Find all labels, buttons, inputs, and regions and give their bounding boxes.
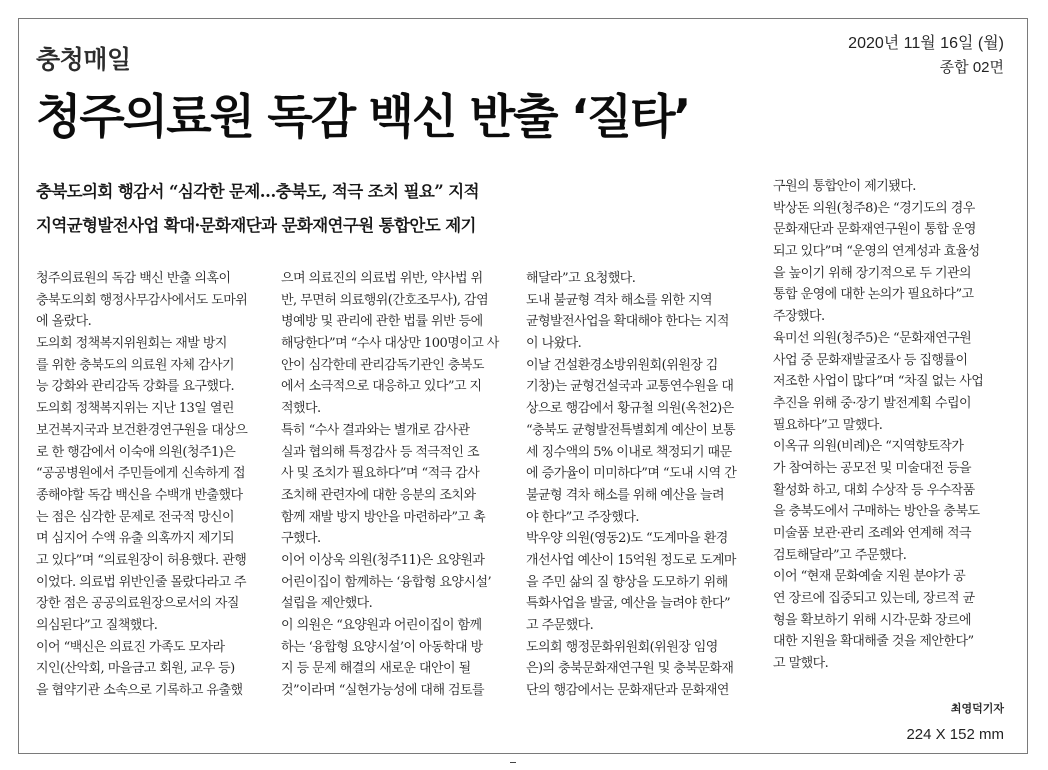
body-line: 해달라”고 요청했다. <box>526 271 636 286</box>
body-line: 이 의원은 “요양원과 어린이집이 함께 <box>281 618 482 633</box>
body-line: 단의 행감에서는 문화재단과 문화재연 <box>526 683 729 699</box>
body-line: 이어 “백신은 의료진 가족도 모자라 <box>36 639 225 655</box>
body-line: 필요하다”고 말했다. <box>773 417 883 433</box>
body-line: 도의회 정책복지위원회는 재발 방지 <box>36 336 227 352</box>
body-line: 를 위한 충북도의 의료원 자체 감사기 <box>36 357 235 373</box>
body-line: 이옥규 의원(비례)은 “지역향토작가 <box>773 439 964 455</box>
body-line: 주장했다. <box>773 309 825 325</box>
body-line: 는 점은 심각한 문제로 전국적 망신이 <box>36 509 235 525</box>
body-column-1 <box>36 268 268 702</box>
body-line: 에서 소극적으로 대응하고 있다”고 지 <box>281 379 482 395</box>
body-line: 미술품 보관·관리 조례와 연계해 적극 <box>773 526 972 541</box>
body-line: 이었다. 의료법 위반인줄 몰랐다라고 주 <box>36 574 247 590</box>
body-line: 고 있다”며 “의료원장이 허용했다. 관행 <box>36 552 247 568</box>
body-line: 대한 지원을 확대해줄 것을 제안한다” <box>773 634 974 650</box>
body-line: 연 장르에 집중되고 있는데, 장르적 균 <box>773 591 975 607</box>
body-line: 활성화 하고, 대회 수상작 등 우수작품 <box>773 482 975 498</box>
body-line: 것”이라며 “실현가능성에 대해 검토를 <box>281 683 485 699</box>
body-line: 을 협약기관 소속으로 기록하고 유출했 <box>36 683 243 699</box>
subhead-1: 충북도의회 행감서 “심각한 문제…충북도, 적극 조치 필요” 지적 <box>36 182 479 201</box>
body-line: 상으로 행감에서 황규철 의원(옥천2)은 <box>526 401 734 417</box>
body-line: 해당한다”며 “수사 대상만 100명이고 사 <box>281 336 499 352</box>
body-column-4 <box>773 176 1005 675</box>
body-line: 고 말했다. <box>773 656 829 672</box>
body-line: 추진을 위해 중·장기 발전계획 수립이 <box>773 395 972 411</box>
byline: 최영덕기자 <box>950 702 1004 715</box>
body-line: 어린이집이 함께하는 ‘융합형 요양시설’ <box>281 574 492 590</box>
clip-dimensions: 224 X 152 mm <box>906 726 1004 743</box>
body-line: 병예방 및 관리에 관한 법률 위반 등에 <box>281 314 483 330</box>
body-line: 충북도의회 행정사무감사에서도 도마위 <box>36 292 248 308</box>
body-line: 야 한다”고 주장했다. <box>526 509 639 525</box>
body-line: 검토해달라”고 주문했다. <box>773 547 907 563</box>
body-line: 구원의 통합안이 제기됐다. <box>773 179 916 194</box>
body-line: 박상돈 의원(청주8)은 “경기도의 경우 <box>773 200 975 216</box>
body-line: 에 증가율이 미미하다”며 “도내 시역 간 <box>526 466 737 482</box>
body-line: 도의회 정책복지위는 지난 13일 열린 <box>36 401 234 417</box>
body-line: 이어 이상욱 의원(청주11)은 요양원과 <box>281 552 485 568</box>
body-line: 육미선 의원(청주5)은 “문화재연구원 <box>773 330 972 346</box>
body-line: 실과 협의해 특정감사 등 적극적인 조 <box>281 444 480 460</box>
body-line: 을 충북도에서 구매하는 방안을 충북도 <box>773 504 980 520</box>
body-line: 가 참여하는 공모전 및 미술대전 등을 <box>773 460 972 476</box>
body-line: 능 강화와 관리감독 강화를 요구했다. <box>36 379 235 395</box>
body-line: 함께 재발 방지 방안을 마련하라”고 촉 <box>281 509 486 525</box>
body-line: 특히 “수사 결과와는 별개로 감사관 <box>281 422 470 438</box>
publication-date: 2020년 11월 16일 (월) <box>848 35 1004 52</box>
body-line: 을 높이기 위해 장기적으로 두 기관의 <box>773 265 972 281</box>
body-line: 형을 확보하기 위해 시각·문화 장르에 <box>773 612 972 628</box>
body-line: 로 한 행감에서 이숙애 의원(청주1)은 <box>36 444 236 460</box>
body-line: 은)의 충북문화재연구원 및 충북문화재 <box>526 661 734 677</box>
headline: 청주의료원 독감 백신 반출 ‘질타’ <box>36 90 690 145</box>
body-line: 고 주문했다. <box>526 618 594 633</box>
body-line: 저조한 사업이 많다”며 “차질 없는 사업 <box>773 374 984 390</box>
body-line: 안이 심각한데 관리감독기관인 충북도 <box>281 357 484 373</box>
newspaper-name: 충청매일 <box>36 45 131 74</box>
body-line: 되고 있다”며 “운영의 연계성과 효율성 <box>773 244 980 260</box>
body-line: 사업 중 문화재발굴조사 등 집행률이 <box>773 352 968 368</box>
body-line: 이날 건설환경소방위원회(위원장 김 <box>526 357 718 373</box>
body-line: 종해야할 독감 백신을 수백개 반출했다 <box>36 487 243 503</box>
body-line: 조치해 관련자에 대한 응분의 조치와 <box>281 487 476 503</box>
body-column-3 <box>526 268 758 702</box>
body-line: 지인(산악회, 마을금고 회원, 교우 등) <box>36 661 235 677</box>
body-line: 불균형 격차 해소를 위해 예산을 늘려 <box>526 487 725 503</box>
body-line: 세 징수액의 5% 이내로 책정되기 때문 <box>526 444 732 460</box>
body-line: 사 및 조치가 필요하다”며 “적극 감사 <box>281 466 480 482</box>
body-line: 개선사업 예산이 15억원 정도로 도계마 <box>526 552 736 568</box>
body-line: 통합 운영에 대한 논의가 필요하다”고 <box>773 287 974 303</box>
body-line: 반, 무면허 의료행위(간호조무사), 감염 <box>281 292 489 308</box>
body-line: 의심된다”고 질책했다. <box>36 618 158 633</box>
body-line: 장한 점은 공공의료원장으로서의 자질 <box>36 596 239 612</box>
body-line: 특화사업을 발굴, 예산을 늘려야 한다” <box>526 596 731 612</box>
body-line: 도의회 행정문화위원회(위원장 임영 <box>526 639 718 655</box>
body-column-2 <box>281 268 513 702</box>
body-line: 으며 의료진의 의료법 위반, 약사법 위 <box>281 271 483 286</box>
body-line: 구했다. <box>281 531 321 547</box>
body-line: 청주의료원의 독감 백신 반출 의혹이 <box>36 271 231 286</box>
body-line: 보건복지국과 보건환경연구원을 대상으 <box>36 422 248 438</box>
body-line: “공공병원에서 주민들에게 신속하게 접 <box>36 466 245 482</box>
body-line: 박우양 의원(영동2)도 “도계마을 환경 <box>526 531 728 547</box>
page-mark <box>510 762 516 763</box>
body-line: 을 주민 삶의 질 향상을 도모하기 위해 <box>526 574 728 590</box>
subhead-2: 지역균형발전사업 확대·문화재단과 문화재연구원 통합안도 제기 <box>36 216 476 235</box>
section-label: 종합 02면 <box>939 59 1004 76</box>
body-line: 에 올랐다. <box>36 314 92 330</box>
body-line: “충북도 균형발전특별회계 예산이 보통 <box>526 422 735 438</box>
body-line: 지 등 문제 해결의 새로운 대안이 될 <box>281 661 471 677</box>
body-line: 이 나왔다. <box>526 336 582 352</box>
body-line: 적했다. <box>281 401 321 417</box>
body-line: 도내 불균형 격차 해소를 위한 지역 <box>526 292 713 308</box>
body-line: 문화재단과 문화재연구원이 통합 운영 <box>773 222 976 238</box>
body-line: 균형발전사업을 확대해야 한다는 지적 <box>526 314 729 330</box>
body-line: 이어 “현재 문화예술 지원 분야가 공 <box>773 569 966 585</box>
body-line: 설립을 제안했다. <box>281 596 373 612</box>
body-line: 기창)는 균형건설국과 교통연수원을 대 <box>526 379 734 395</box>
body-line: 며 심지어 수액 유출 의혹까지 제기되 <box>36 531 235 547</box>
body-line: 하는 ‘융합형 요양시설’이 아동학대 방 <box>281 639 483 655</box>
